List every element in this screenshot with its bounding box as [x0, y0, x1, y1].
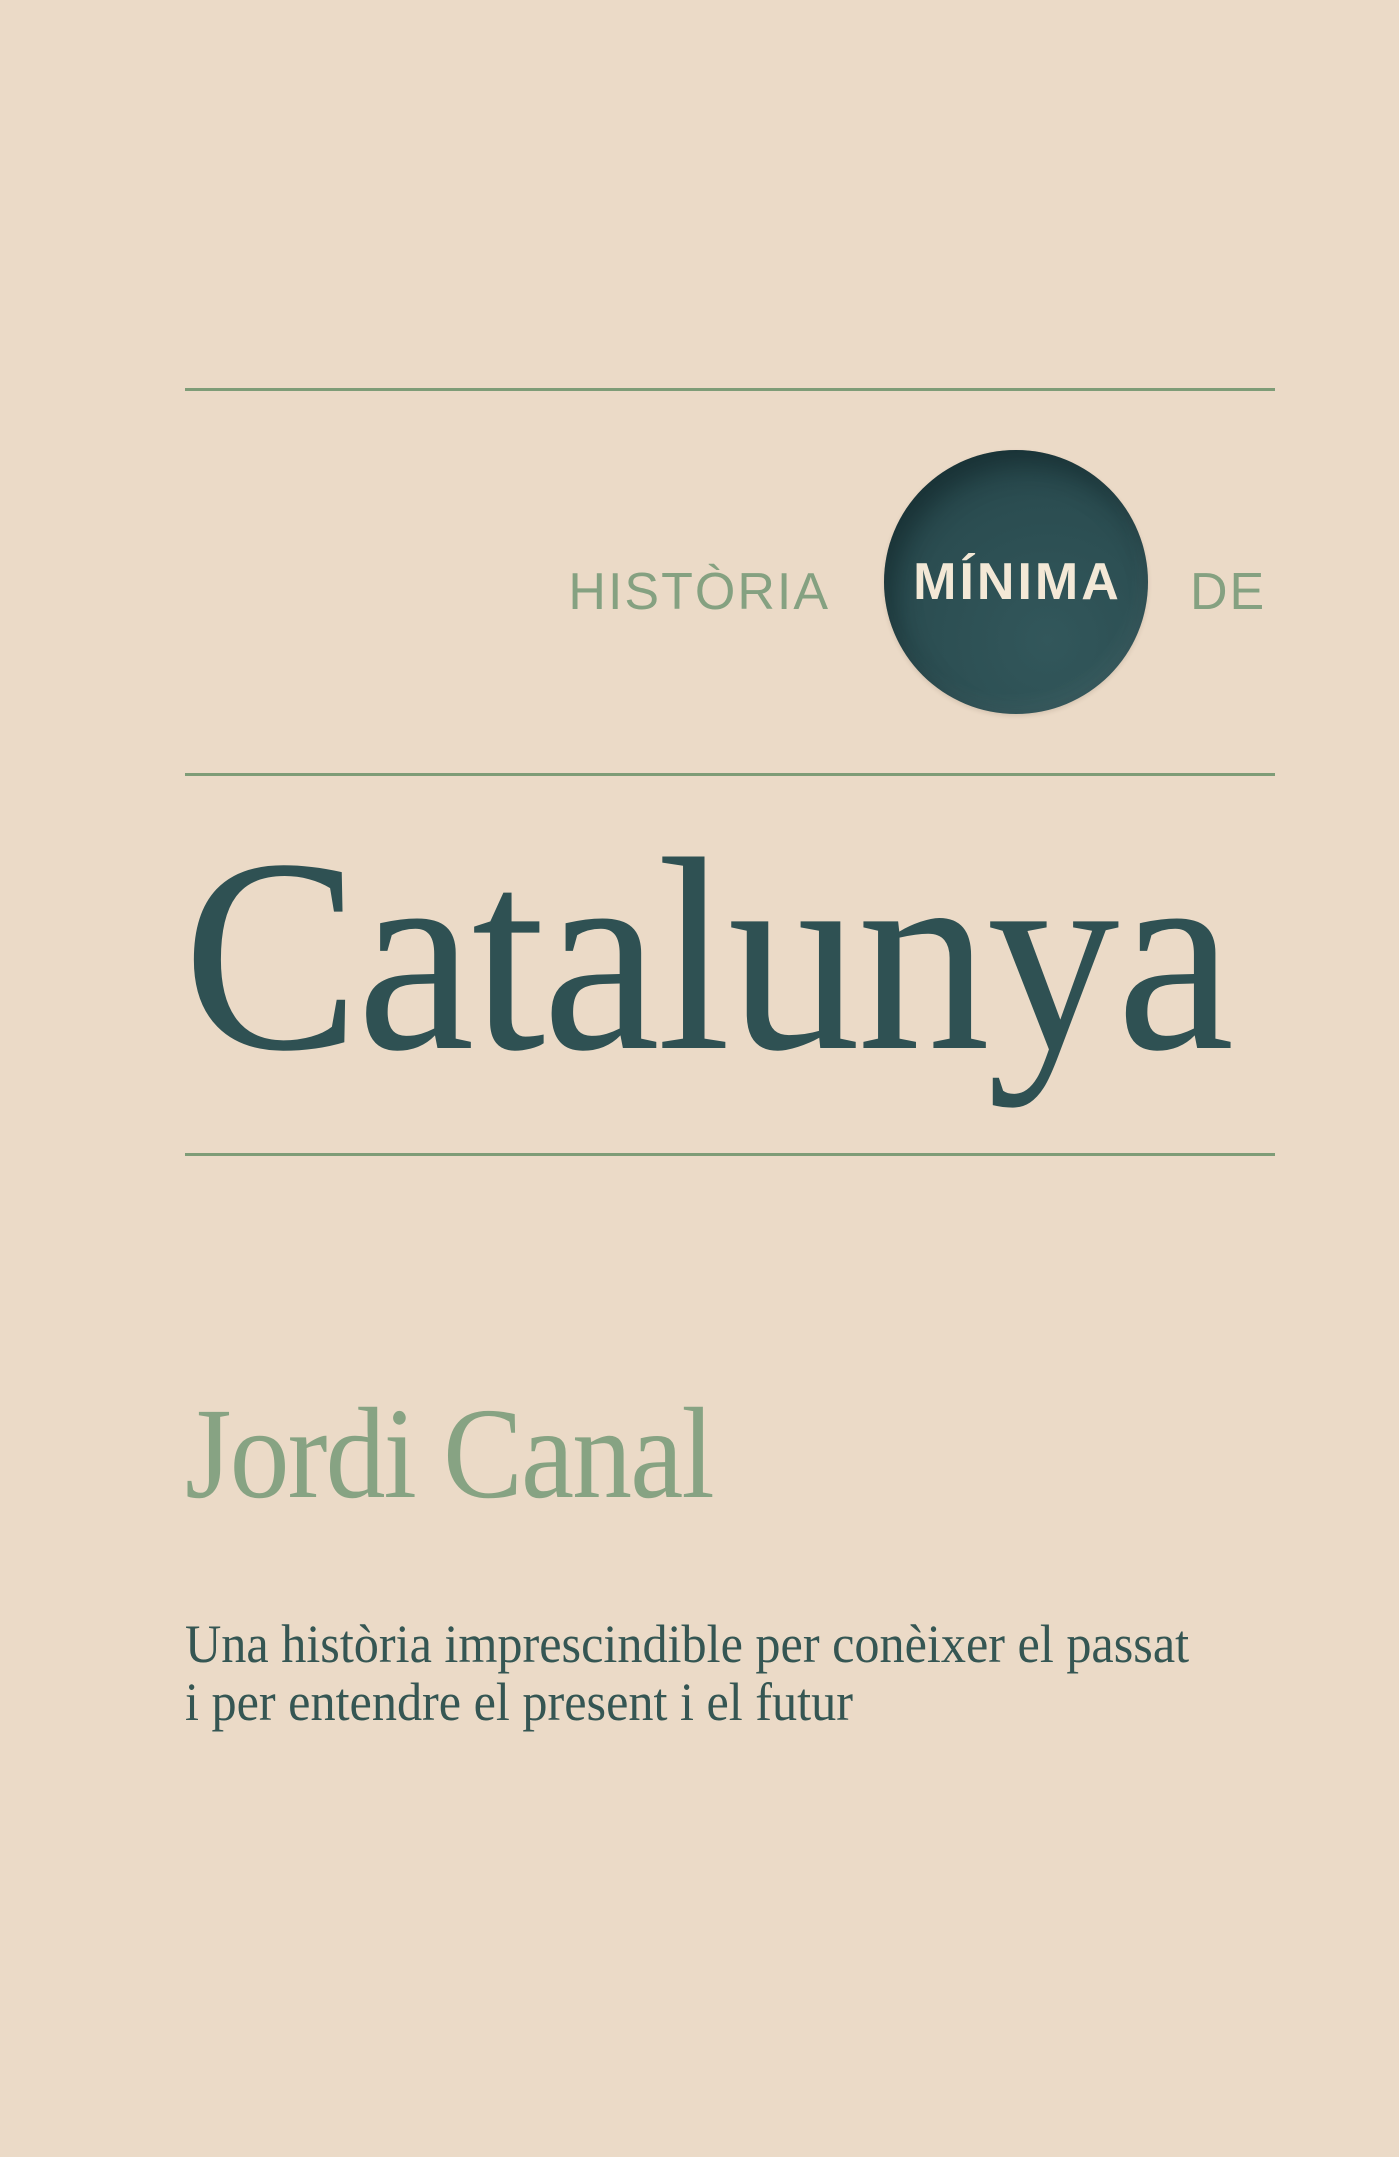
tagline-line-1: Una història imprescindible per conèixer el passat [185, 1614, 1190, 1674]
series-word-de: DE [1190, 563, 1267, 621]
book-author: Jordi Canal [185, 1382, 713, 1526]
book-title: Catalunya [183, 802, 1232, 1108]
tagline-line-2: i per entendre el present i el futur [185, 1672, 853, 1732]
book-tagline [185, 1615, 1189, 1731]
series-word-minima: MÍNIMA [913, 553, 1122, 611]
divider-line-top [185, 388, 1275, 391]
divider-line-bottom [185, 1153, 1275, 1156]
series-word-historia: HISTÒRIA [568, 563, 830, 621]
series-badge-circle [884, 450, 1148, 714]
divider-line-middle [185, 773, 1275, 776]
